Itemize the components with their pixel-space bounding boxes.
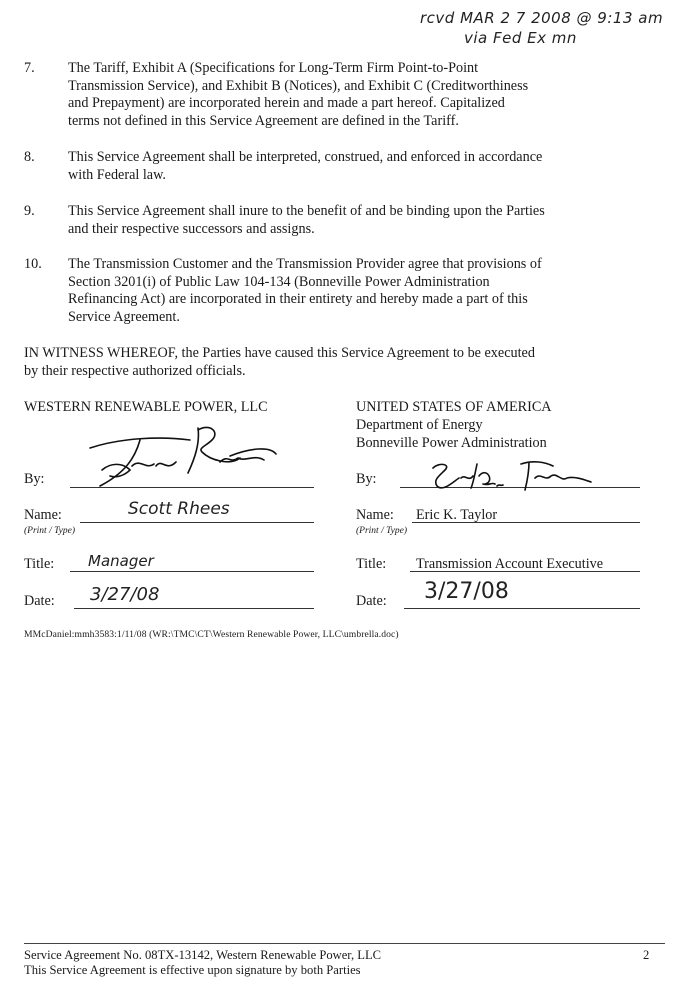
right-party-name: UNITED STATES OF AMERICA [356, 399, 552, 415]
witness-line: by their respective authorized officials. [24, 362, 246, 379]
left-title-label: Title: [24, 556, 55, 572]
left-title-line [70, 571, 314, 572]
right-name-label: Name: [356, 507, 394, 523]
paragraph-line: This Service Agreement shall inure to the benefit of and be binding upon the Parties [68, 203, 545, 219]
left-by-label: By: [24, 471, 45, 487]
paragraph-line: terms not defined in this Service Agreement are defined in the Tariff. [68, 112, 459, 129]
footer-effective-note: This Service Agreement is effective upon signature by both Parties [24, 963, 361, 977]
left-name-line [80, 522, 314, 523]
paragraph-line: Transmission Service), and Exhibit B (Notices), and Exhibit C (Creditworthiness [68, 77, 529, 94]
left-signature [80, 418, 280, 493]
paragraph-line: and Prepayment) are incorporated herein and made a part hereof. Capitalized [68, 95, 505, 111]
file-reference: MMcDaniel:mmh3583:1/11/08 (WR:\TMC\CT\Western Renewable Power, LLC\umbrella.doc) [24, 629, 399, 640]
right-party-department: Department of Energy [356, 417, 483, 433]
right-date-value: 3/27/08 [424, 579, 509, 604]
witness-clause [24, 345, 664, 380]
received-stamp [420, 10, 690, 55]
right-signature [425, 458, 595, 494]
paragraph-line: Service Agreement. [68, 308, 180, 325]
received-stamp-line1: rcvd MAR 2 7 2008 @ 9:13 am [420, 9, 664, 27]
left-date-value: 3/27/08 [90, 584, 160, 605]
paragraph-line: This Service Agreement shall be interpreted, construed, and enforced in accordance [68, 149, 543, 165]
footer-divider [24, 943, 665, 944]
left-name-label: Name: [24, 507, 62, 523]
right-date-line [404, 608, 640, 609]
right-date-label: Date: [356, 593, 387, 609]
paragraph-line: with Federal law. [68, 166, 166, 183]
paragraph-line: The Transmission Customer and the Transmission Provider agree that provisions of [68, 256, 542, 272]
left-printed-name: Scott Rhees [128, 499, 230, 519]
paragraph-line: Section 3201(i) of Public Law 104-134 (Bonneville Power Administration [68, 273, 490, 290]
paragraph-line: and their respective successors and assigns. [68, 220, 315, 237]
paragraph-number: 10. [24, 256, 42, 272]
right-print-type-hint: (Print / Type) [356, 526, 408, 536]
paragraph-number: 9. [24, 203, 35, 219]
paragraph-text [68, 60, 664, 130]
received-stamp-line2: via Fed Ex mn [464, 29, 577, 47]
left-print-type-hint: (Print / Type) [24, 526, 76, 536]
right-party-administration: Bonneville Power Administration [356, 435, 547, 451]
left-date-label: Date: [24, 593, 55, 609]
page-number: 2 [643, 948, 650, 962]
paragraph-number: 8. [24, 149, 35, 165]
paragraph-text [68, 256, 664, 326]
left-date-line [74, 608, 314, 609]
paragraph-text [68, 149, 664, 184]
right-printed-name: Eric K. Taylor [416, 507, 498, 523]
left-party-name: WESTERN RENEWABLE POWER, LLC [24, 399, 268, 415]
paragraph-line: Refinancing Act) are incorporated in their entirety and hereby made a part of this [68, 291, 528, 307]
right-title-value: Transmission Account Executive [416, 556, 604, 572]
witness-line: IN WITNESS WHEREOF, the Parties have caused this Service Agreement to be executed [24, 345, 535, 361]
paragraph-number: 7. [24, 60, 35, 76]
left-title-value: Manager [88, 552, 154, 570]
paragraph-line: The Tariff, Exhibit A (Specifications for Long-Term Firm Point-to-Point [68, 60, 479, 76]
footer-agreement-number: Service Agreement No. 08TX-13142, Western Renewable Power, LLC [24, 948, 382, 962]
right-by-label: By: [356, 471, 377, 487]
right-title-label: Title: [356, 556, 387, 572]
paragraph-text [68, 203, 664, 238]
